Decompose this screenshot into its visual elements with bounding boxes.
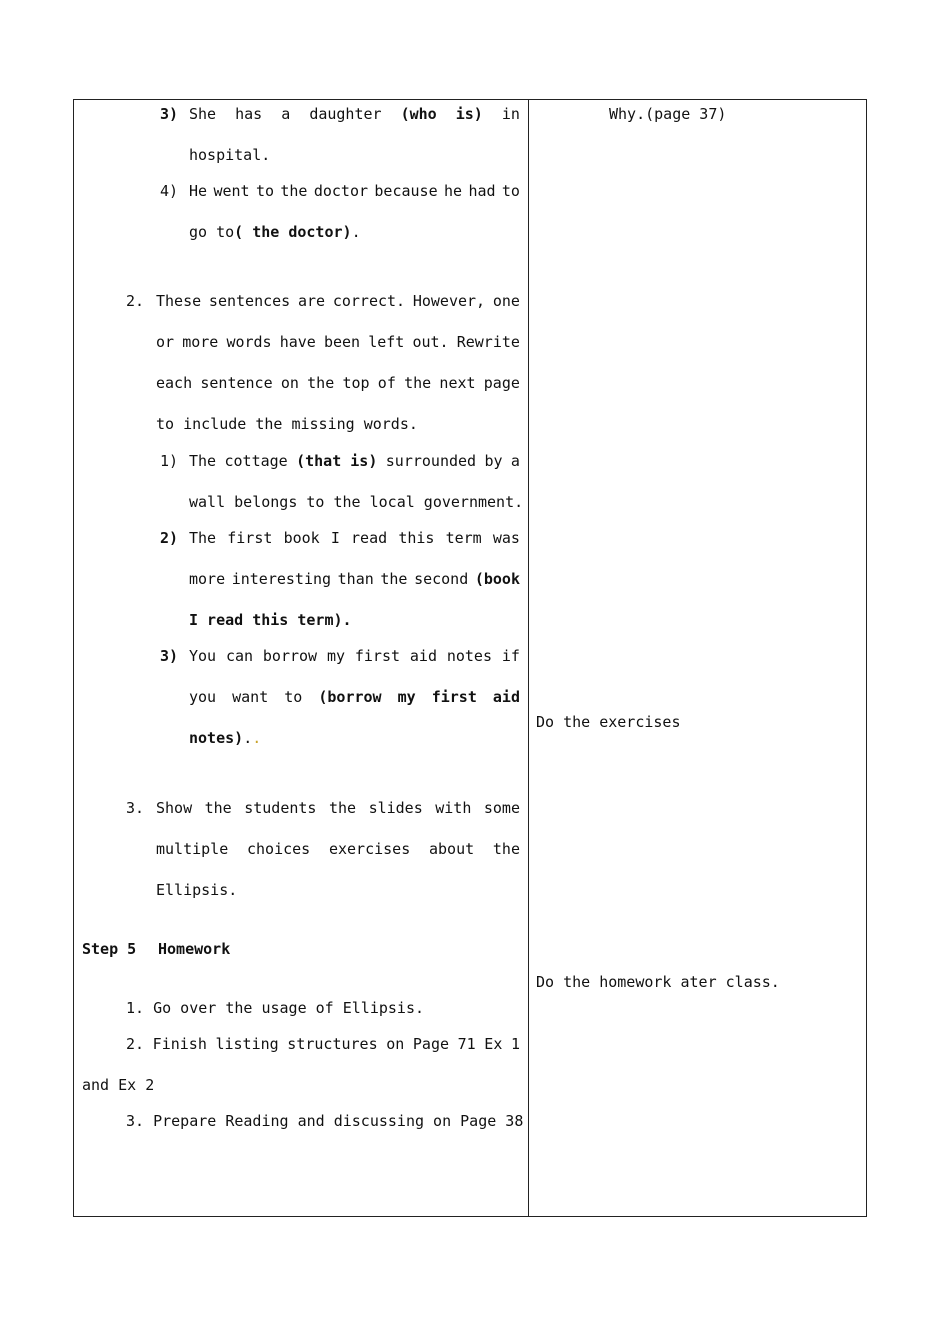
- item-3-line-1: She has a daughter (who is) in: [189, 105, 520, 123]
- homework-note: Do the homework ater class.: [536, 973, 780, 991]
- section-2-line-4: to include the missing words.: [156, 415, 418, 433]
- item-4-line-1: He went to the doctor because he had to: [189, 182, 520, 200]
- lesson-plan-table: [73, 99, 867, 1217]
- column-divider: [528, 100, 529, 1216]
- s2-item-2-line-1: The first book I read this term was: [189, 529, 520, 547]
- s2-item-1-line-1: The cottage (that is) surrounded by a: [189, 452, 520, 470]
- s2-item-3-number: 3): [160, 647, 179, 665]
- section-2-line-2: or more words have been left out. Rewrite: [156, 333, 520, 351]
- item-3-number: 3): [160, 105, 179, 123]
- homework-item-2-line-1: 2. Finish listing structures on Page 71 Ex 1: [126, 1035, 520, 1053]
- exercises-note: Do the exercises: [536, 713, 681, 731]
- s2-item-2-number: 2): [160, 529, 179, 547]
- s2-item-1-line-2: wall belongs to the local government.: [189, 493, 524, 511]
- step-5-label: Step 5: [82, 940, 137, 958]
- section-3-line-3: Ellipsis.: [156, 881, 238, 899]
- step-5-title: Homework: [158, 940, 231, 958]
- s2-item-1-number: 1): [160, 452, 179, 470]
- item-4-number: 4): [160, 182, 179, 200]
- item-3-line-2: hospital.: [189, 146, 271, 164]
- section-3-line-1: Show the students the slides with some: [156, 799, 520, 817]
- homework-item-2-line-2: and Ex 2: [82, 1076, 155, 1094]
- section-3-number: 3.: [126, 799, 145, 817]
- section-2-number: 2.: [126, 292, 145, 310]
- s2-item-3-line-2: you want to (borrow my first aid: [189, 688, 520, 706]
- s2-item-2-line-3: I read this term).: [189, 611, 352, 629]
- item-4-line-2: go to( the doctor).: [189, 223, 361, 241]
- section-3-line-2: multiple choices exercises about the: [156, 840, 520, 858]
- section-2-line-3: each sentence on the top of the next page: [156, 374, 520, 392]
- why-note: Why.(page 37): [609, 105, 727, 123]
- s2-item-3-line-3: notes)..: [189, 729, 262, 747]
- highlight-mark: .: [252, 729, 262, 747]
- s2-item-2-line-2: more interesting than the second (book: [189, 570, 520, 588]
- s2-item-3-line-1: You can borrow my first aid notes if: [189, 647, 520, 665]
- homework-item-3: 3. Prepare Reading and discussing on Page 38: [126, 1112, 524, 1130]
- homework-item-1: 1. Go over the usage of Ellipsis.: [126, 999, 425, 1017]
- section-2-line-1: These sentences are correct. However, one: [156, 292, 520, 310]
